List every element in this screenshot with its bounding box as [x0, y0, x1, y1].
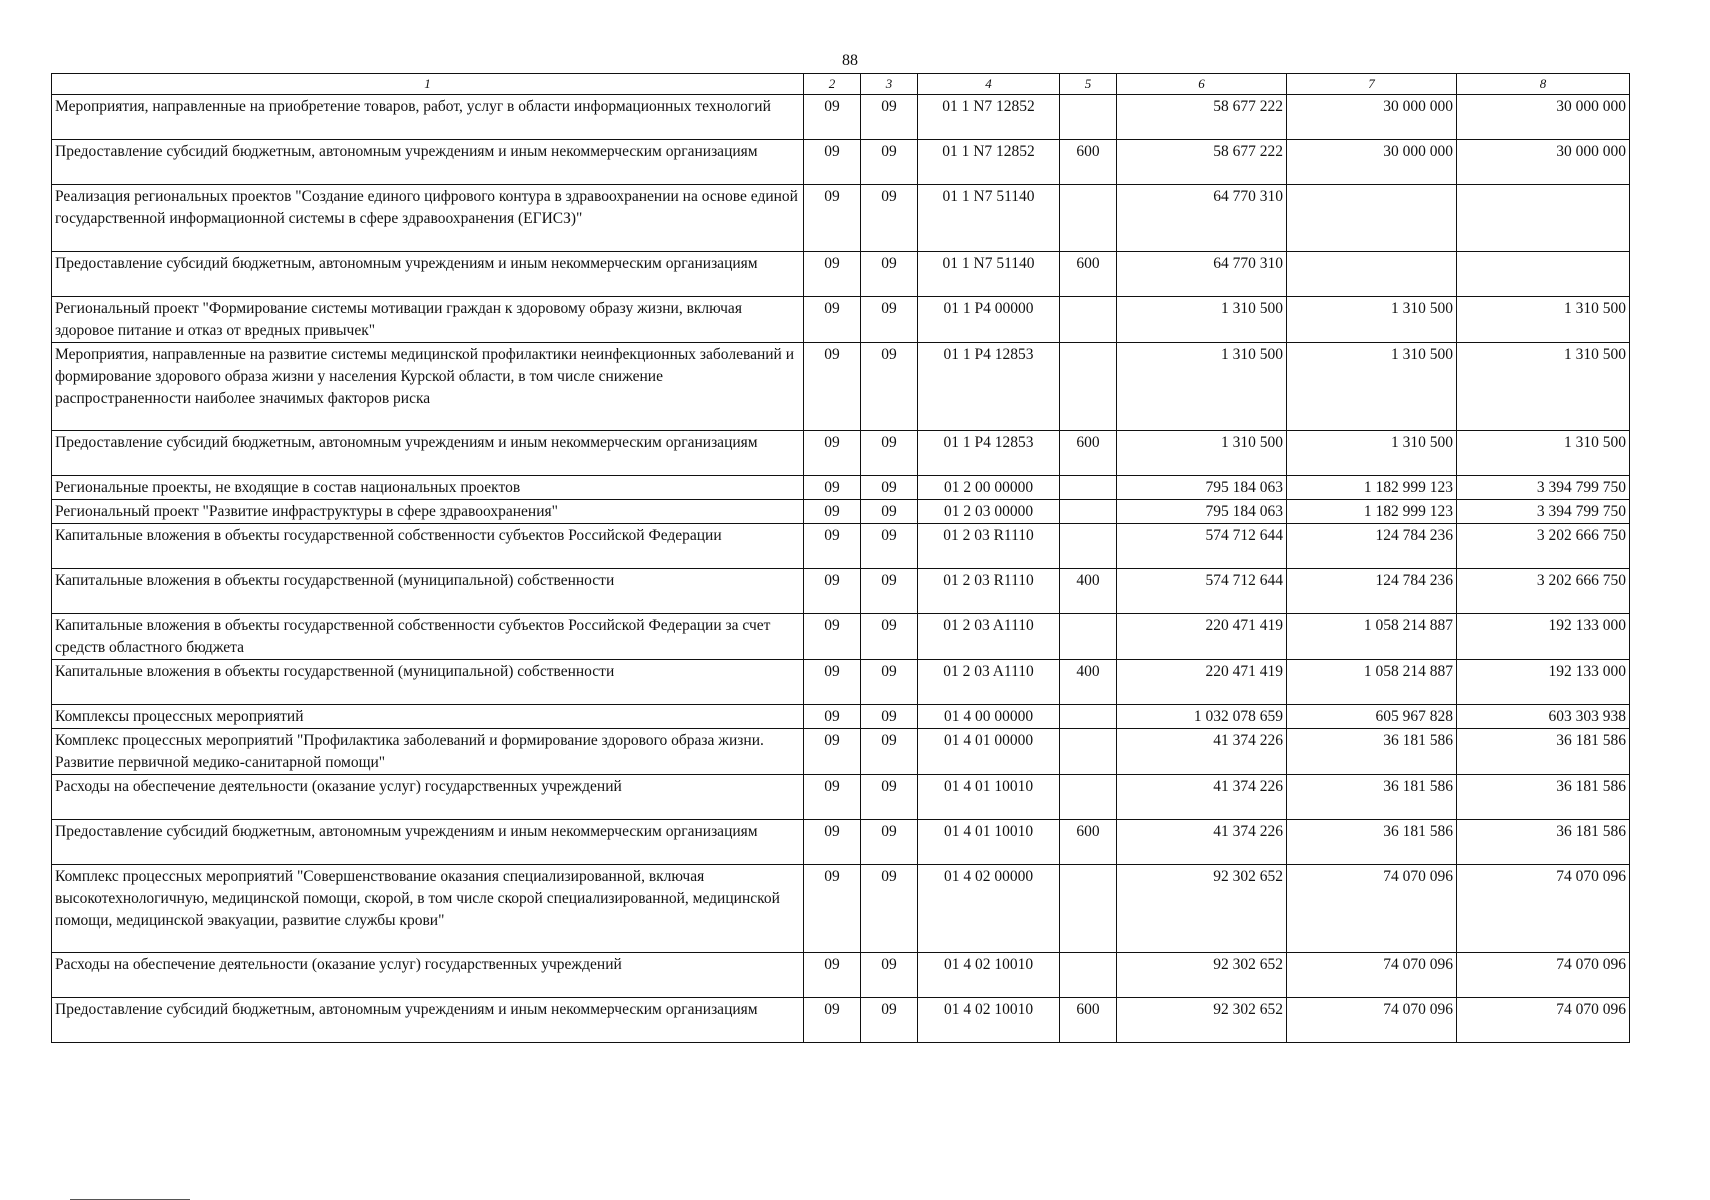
- expense-type-code: 600: [1060, 998, 1117, 1043]
- amount-col-7: 1 182 999 123: [1287, 476, 1457, 500]
- table-row: [52, 476, 1630, 500]
- section-code: 09: [804, 998, 861, 1043]
- table-row: [52, 524, 1630, 569]
- table-row: [52, 705, 1630, 729]
- column-header: 5: [1060, 74, 1117, 95]
- target-item-code: 01 2 03 A1110: [918, 614, 1060, 660]
- target-item-code: 01 2 03 00000: [918, 500, 1060, 524]
- section-code: 09: [804, 524, 861, 569]
- table-row: [52, 140, 1630, 185]
- amount-col-7: 36 181 586: [1287, 775, 1457, 820]
- subsection-code: 09: [861, 252, 918, 297]
- table-row: [52, 614, 1630, 660]
- budget-table: [51, 73, 1630, 1043]
- subsection-code: 09: [861, 140, 918, 185]
- table-row: [52, 865, 1630, 953]
- amount-col-6: 574 712 644: [1117, 524, 1287, 569]
- section-code: 09: [804, 431, 861, 476]
- expense-type-code: 600: [1060, 252, 1117, 297]
- expense-type-code: [1060, 95, 1117, 140]
- amount-col-6: 795 184 063: [1117, 476, 1287, 500]
- expense-type-code: [1060, 729, 1117, 775]
- item-name: Капитальные вложения в объекты государственной собственности субъектов Российской Федерации: [52, 524, 804, 569]
- amount-col-7: 1 310 500: [1287, 343, 1457, 431]
- column-header: 6: [1117, 74, 1287, 95]
- table-row: [52, 729, 1630, 775]
- section-code: 09: [804, 252, 861, 297]
- amount-col-7: 30 000 000: [1287, 140, 1457, 185]
- section-code: 09: [804, 614, 861, 660]
- expense-type-code: [1060, 953, 1117, 998]
- subsection-code: 09: [861, 185, 918, 252]
- target-item-code: 01 4 02 10010: [918, 998, 1060, 1043]
- amount-col-8: 74 070 096: [1457, 865, 1630, 953]
- table-row: [52, 569, 1630, 614]
- amount-col-8: 30 000 000: [1457, 140, 1630, 185]
- section-code: 09: [804, 865, 861, 953]
- expense-type-code: 600: [1060, 140, 1117, 185]
- subsection-code: 09: [861, 729, 918, 775]
- amount-col-8: 192 133 000: [1457, 614, 1630, 660]
- amount-col-8: 3 202 666 750: [1457, 569, 1630, 614]
- section-code: 09: [804, 500, 861, 524]
- subsection-code: 09: [861, 476, 918, 500]
- expense-type-code: [1060, 297, 1117, 343]
- section-code: 09: [804, 297, 861, 343]
- section-code: 09: [804, 820, 861, 865]
- amount-col-6: 64 770 310: [1117, 185, 1287, 252]
- amount-col-7: 605 967 828: [1287, 705, 1457, 729]
- item-name: Комплекс процессных мероприятий "Профилактика заболеваний и формирование здорового образа жизни. Развитие первичной медико-санитарной помощи": [52, 729, 804, 775]
- amount-col-7: 124 784 236: [1287, 524, 1457, 569]
- item-name: Комплекс процессных мероприятий "Совершенствование оказания специализированной, включая высокотехнологичную, медицинской помощи, скорой, в том числе скорой специализированной, медицинской помощи, медицинской эвакуации, развитие службы крови": [52, 865, 804, 953]
- amount-col-6: 220 471 419: [1117, 614, 1287, 660]
- column-header: 7: [1287, 74, 1457, 95]
- target-item-code: 01 4 02 10010: [918, 953, 1060, 998]
- subsection-code: 09: [861, 998, 918, 1043]
- item-name: Региональные проекты, не входящие в состав национальных проектов: [52, 476, 804, 500]
- item-name: Реализация региональных проектов "Создание единого цифрового контура в здравоохранении на основе единой государственной информационной системы в сфере здравоохранения (ЕГИСЗ)": [52, 185, 804, 252]
- amount-col-6: 1 032 078 659: [1117, 705, 1287, 729]
- item-name: Капитальные вложения в объекты государственной (муниципальной) собственности: [52, 569, 804, 614]
- amount-col-6: 1 310 500: [1117, 431, 1287, 476]
- expense-type-code: [1060, 476, 1117, 500]
- section-code: 09: [804, 185, 861, 252]
- section-code: 09: [804, 729, 861, 775]
- amount-col-7: 1 182 999 123: [1287, 500, 1457, 524]
- subsection-code: 09: [861, 431, 918, 476]
- subsection-code: 09: [861, 614, 918, 660]
- table-body: [52, 95, 1630, 1043]
- target-item-code: 01 4 02 00000: [918, 865, 1060, 953]
- amount-col-6: 41 374 226: [1117, 775, 1287, 820]
- amount-col-6: 92 302 652: [1117, 998, 1287, 1043]
- table-row: [52, 95, 1630, 140]
- amount-col-8: [1457, 185, 1630, 252]
- item-name: Предоставление субсидий бюджетным, автономным учреждениям и иным некоммерческим организациям: [52, 998, 804, 1043]
- target-item-code: 01 4 01 00000: [918, 729, 1060, 775]
- column-header: 1: [52, 74, 804, 95]
- table-row: [52, 252, 1630, 297]
- subsection-code: 09: [861, 820, 918, 865]
- amount-col-7: 74 070 096: [1287, 865, 1457, 953]
- amount-col-7: 1 058 214 887: [1287, 614, 1457, 660]
- target-item-code: 01 1 N7 12852: [918, 95, 1060, 140]
- section-code: 09: [804, 476, 861, 500]
- subsection-code: 09: [861, 865, 918, 953]
- table-row: [52, 775, 1630, 820]
- amount-col-8: 74 070 096: [1457, 953, 1630, 998]
- target-item-code: 01 4 00 00000: [918, 705, 1060, 729]
- amount-col-8: 192 133 000: [1457, 660, 1630, 705]
- subsection-code: 09: [861, 953, 918, 998]
- target-item-code: 01 1 N7 51140: [918, 185, 1060, 252]
- subsection-code: 09: [861, 569, 918, 614]
- amount-col-6: 58 677 222: [1117, 95, 1287, 140]
- amount-col-8: 36 181 586: [1457, 729, 1630, 775]
- subsection-code: 09: [861, 343, 918, 431]
- section-code: 09: [804, 343, 861, 431]
- target-item-code: 01 1 P4 12853: [918, 343, 1060, 431]
- section-code: 09: [804, 95, 861, 140]
- amount-col-6: 41 374 226: [1117, 820, 1287, 865]
- column-header: 8: [1457, 74, 1630, 95]
- column-number-header: [52, 74, 1630, 95]
- amount-col-8: 3 202 666 750: [1457, 524, 1630, 569]
- item-name: Мероприятия, направленные на развитие системы медицинской профилактики неинфекционных заболеваний и формирование здорового образа жизни у населения Курской области, в том числе снижение распространенности наиболее значимых факторов риска: [52, 343, 804, 431]
- table-row: [52, 500, 1630, 524]
- amount-col-8: 3 394 799 750: [1457, 476, 1630, 500]
- amount-col-8: 36 181 586: [1457, 775, 1630, 820]
- amount-col-8: [1457, 252, 1630, 297]
- amount-col-8: 603 303 938: [1457, 705, 1630, 729]
- target-item-code: 01 4 01 10010: [918, 820, 1060, 865]
- target-item-code: 01 4 01 10010: [918, 775, 1060, 820]
- expense-type-code: [1060, 343, 1117, 431]
- item-name: Комплексы процессных мероприятий: [52, 705, 804, 729]
- item-name: Региональный проект "Развитие инфраструктуры в сфере здравоохранения": [52, 500, 804, 524]
- amount-col-7: [1287, 185, 1457, 252]
- item-name: Предоставление субсидий бюджетным, автономным учреждениям и иным некоммерческим организациям: [52, 820, 804, 865]
- column-header: 4: [918, 74, 1060, 95]
- subsection-code: 09: [861, 775, 918, 820]
- target-item-code: 01 1 N7 51140: [918, 252, 1060, 297]
- item-name: Предоставление субсидий бюджетным, автономным учреждениям и иным некоммерческим организациям: [52, 252, 804, 297]
- amount-col-8: 1 310 500: [1457, 343, 1630, 431]
- item-name: Предоставление субсидий бюджетным, автономным учреждениям и иным некоммерческим организациям: [52, 140, 804, 185]
- expense-type-code: [1060, 705, 1117, 729]
- amount-col-6: 92 302 652: [1117, 865, 1287, 953]
- section-code: 09: [804, 775, 861, 820]
- expense-type-code: 400: [1060, 660, 1117, 705]
- subsection-code: 09: [861, 297, 918, 343]
- subsection-code: 09: [861, 524, 918, 569]
- table-row: [52, 953, 1630, 998]
- amount-col-7: [1287, 252, 1457, 297]
- amount-col-6: 795 184 063: [1117, 500, 1287, 524]
- expense-type-code: 600: [1060, 431, 1117, 476]
- section-code: 09: [804, 569, 861, 614]
- amount-col-7: 30 000 000: [1287, 95, 1457, 140]
- subsection-code: 09: [861, 705, 918, 729]
- column-header: 3: [861, 74, 918, 95]
- item-name: Мероприятия, направленные на приобретение товаров, работ, услуг в области информационных технологий: [52, 95, 804, 140]
- amount-col-7: 74 070 096: [1287, 998, 1457, 1043]
- target-item-code: 01 2 00 00000: [918, 476, 1060, 500]
- table-row: [52, 185, 1630, 252]
- amount-col-7: 124 784 236: [1287, 569, 1457, 614]
- amount-col-6: 574 712 644: [1117, 569, 1287, 614]
- amount-col-6: 41 374 226: [1117, 729, 1287, 775]
- amount-col-6: 64 770 310: [1117, 252, 1287, 297]
- section-code: 09: [804, 705, 861, 729]
- amount-col-8: 1 310 500: [1457, 431, 1630, 476]
- amount-col-7: 1 310 500: [1287, 297, 1457, 343]
- expense-type-code: [1060, 524, 1117, 569]
- amount-col-8: 3 394 799 750: [1457, 500, 1630, 524]
- amount-col-8: 30 000 000: [1457, 95, 1630, 140]
- table-row: [52, 431, 1630, 476]
- section-code: 09: [804, 953, 861, 998]
- amount-col-6: 58 677 222: [1117, 140, 1287, 185]
- target-item-code: 01 2 03 R1110: [918, 569, 1060, 614]
- amount-col-7: 1 058 214 887: [1287, 660, 1457, 705]
- expense-type-code: [1060, 500, 1117, 524]
- target-item-code: 01 1 P4 00000: [918, 297, 1060, 343]
- expense-type-code: 600: [1060, 820, 1117, 865]
- subsection-code: 09: [861, 660, 918, 705]
- subsection-code: 09: [861, 500, 918, 524]
- column-header: 2: [804, 74, 861, 95]
- amount-col-7: 36 181 586: [1287, 820, 1457, 865]
- item-name: Региональный проект "Формирование системы мотивации граждан к здоровому образу жизни, включая здоровое питание и отказ от вредных привычек": [52, 297, 804, 343]
- amount-col-6: 1 310 500: [1117, 343, 1287, 431]
- section-code: 09: [804, 140, 861, 185]
- amount-col-7: 1 310 500: [1287, 431, 1457, 476]
- table-row: [52, 660, 1630, 705]
- amount-col-6: 92 302 652: [1117, 953, 1287, 998]
- table-row: [52, 297, 1630, 343]
- item-name: Капитальные вложения в объекты государственной собственности субъектов Российской Федерации за счет средств областного бюджета: [52, 614, 804, 660]
- table-row: [52, 343, 1630, 431]
- target-item-code: 01 1 P4 12853: [918, 431, 1060, 476]
- amount-col-8: 1 310 500: [1457, 297, 1630, 343]
- expense-type-code: [1060, 865, 1117, 953]
- amount-col-8: 36 181 586: [1457, 820, 1630, 865]
- page-number: 88: [842, 52, 858, 69]
- amount-col-7: 36 181 586: [1287, 729, 1457, 775]
- expense-type-code: [1060, 775, 1117, 820]
- item-name: Расходы на обеспечение деятельности (оказание услуг) государственных учреждений: [52, 953, 804, 998]
- target-item-code: 01 2 03 A1110: [918, 660, 1060, 705]
- amount-col-6: 220 471 419: [1117, 660, 1287, 705]
- amount-col-7: 74 070 096: [1287, 953, 1457, 998]
- item-name: Капитальные вложения в объекты государственной (муниципальной) собственности: [52, 660, 804, 705]
- item-name: Расходы на обеспечение деятельности (оказание услуг) государственных учреждений: [52, 775, 804, 820]
- table-row: [52, 820, 1630, 865]
- target-item-code: 01 1 N7 12852: [918, 140, 1060, 185]
- table-row: [52, 998, 1630, 1043]
- amount-col-8: 74 070 096: [1457, 998, 1630, 1043]
- target-item-code: 01 2 03 R1110: [918, 524, 1060, 569]
- subsection-code: 09: [861, 95, 918, 140]
- section-code: 09: [804, 660, 861, 705]
- expense-type-code: [1060, 614, 1117, 660]
- amount-col-6: 1 310 500: [1117, 297, 1287, 343]
- expense-type-code: [1060, 185, 1117, 252]
- expense-type-code: 400: [1060, 569, 1117, 614]
- item-name: Предоставление субсидий бюджетным, автономным учреждениям и иным некоммерческим организациям: [52, 431, 804, 476]
